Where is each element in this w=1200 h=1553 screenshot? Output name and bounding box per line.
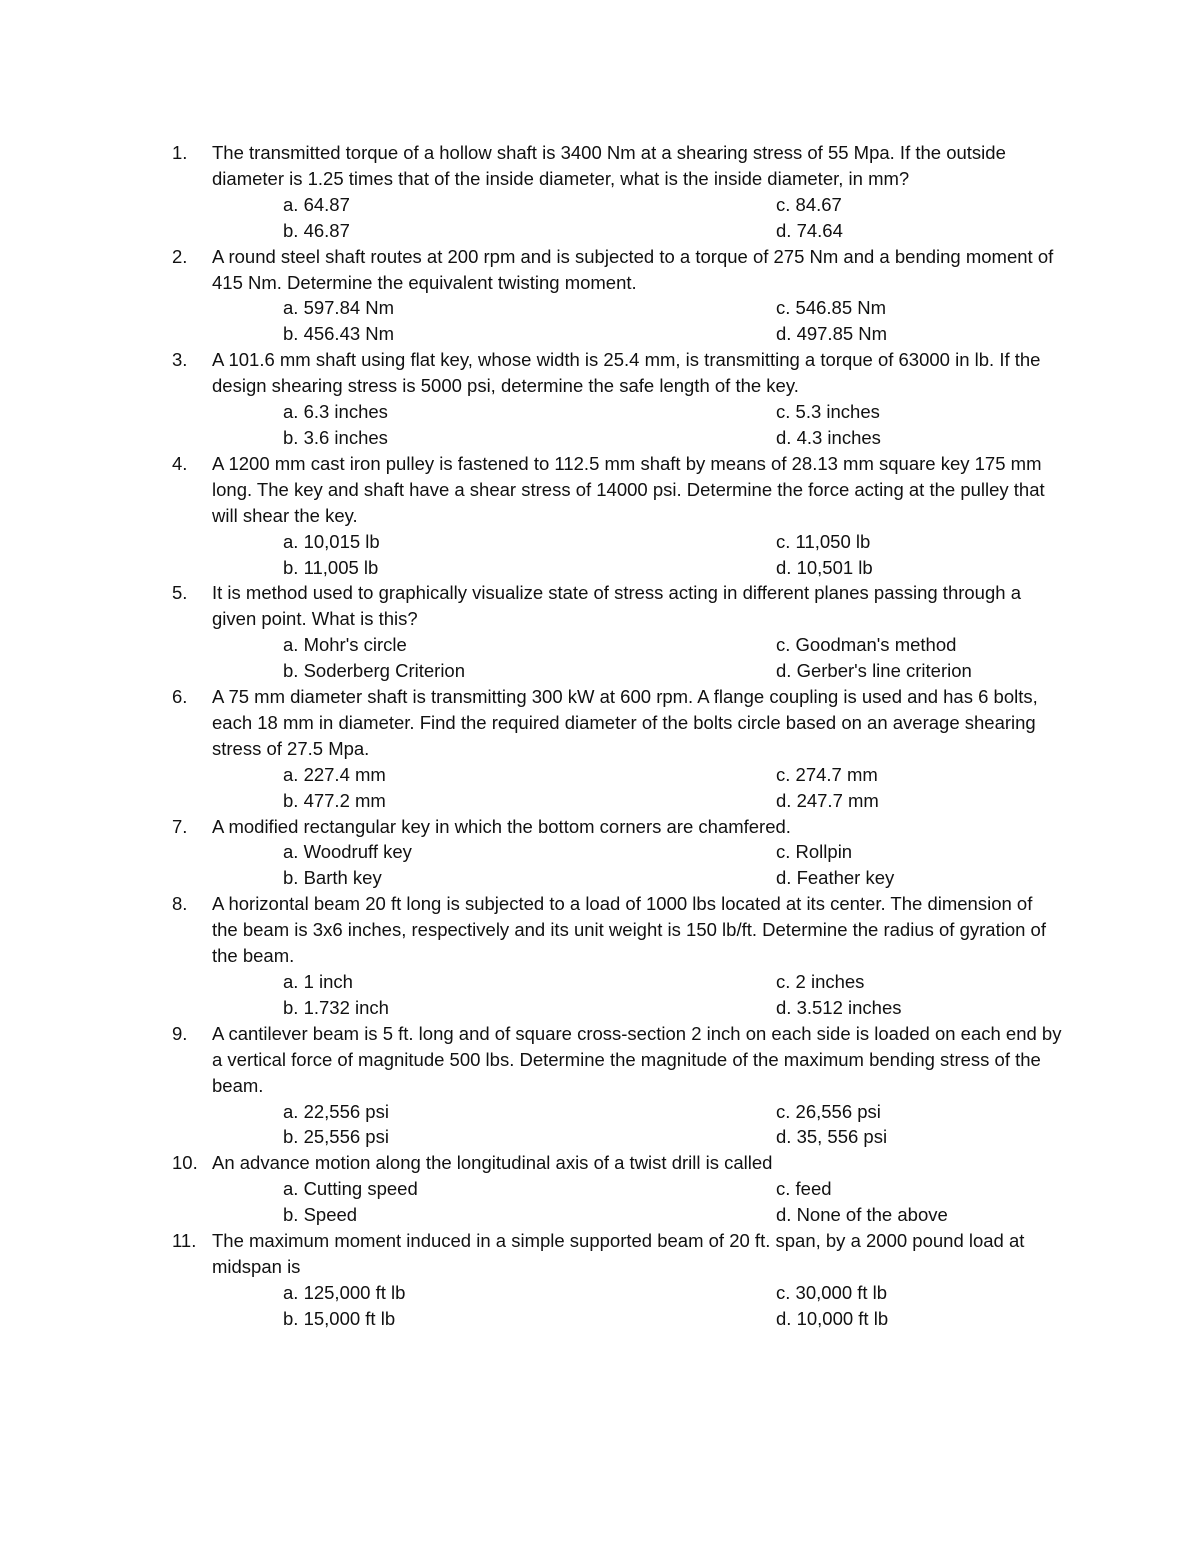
choice-d: d. 4.3 inches bbox=[776, 426, 881, 448]
choice-b: b. 456.43 Nm bbox=[283, 323, 395, 345]
question-item bbox=[172, 1021, 1072, 1151]
choice-a: a. Cutting speed bbox=[283, 1178, 418, 1200]
answer-choices bbox=[283, 399, 1072, 451]
question-number: 6. bbox=[172, 686, 188, 708]
choice-c: c. 11,050 lb bbox=[776, 530, 871, 552]
answer-choices bbox=[283, 295, 1072, 347]
question-number: 8. bbox=[172, 893, 188, 915]
question-number: 3. bbox=[172, 349, 188, 371]
answer-choices bbox=[283, 1176, 1072, 1228]
choice-d: d. 10,000 ft lb bbox=[776, 1307, 889, 1329]
question-item bbox=[172, 451, 1072, 581]
choice-c: c. Goodman's method bbox=[776, 634, 957, 656]
answer-choices bbox=[283, 529, 1072, 581]
question-item bbox=[172, 814, 1072, 892]
question-number: 10. bbox=[172, 1152, 198, 1174]
question-item bbox=[172, 684, 1072, 814]
choice-b: b. 1.732 inch bbox=[283, 996, 389, 1018]
answer-choices bbox=[283, 839, 1072, 891]
question-number: 11. bbox=[172, 1230, 197, 1252]
question-item bbox=[172, 244, 1072, 348]
choice-c: c. 84.67 bbox=[776, 193, 842, 215]
choice-d: d. 497.85 Nm bbox=[776, 323, 888, 345]
question-text: A horizontal beam 20 ft long is subjected to a load of 1000 lbs located at its center. The dimension of the beam is 3x6 inches, respectively and its unit weight is 150 lb/ft. Determine the radius of gyration of the beam. bbox=[212, 893, 1046, 967]
answer-choices bbox=[283, 1280, 1072, 1332]
choice-d: d. None of the above bbox=[776, 1204, 948, 1226]
question-text: A 101.6 mm shaft using flat key, whose width is 25.4 mm, is transmitting a torque of 63000 in lb. If the design shearing stress is 5000 psi, determine the safe length of the key. bbox=[212, 349, 1041, 397]
answer-choices bbox=[283, 969, 1072, 1021]
choice-a: a. 125,000 ft lb bbox=[283, 1281, 406, 1303]
choice-b: b. Speed bbox=[283, 1204, 358, 1226]
choice-b: b. Soderberg Criterion bbox=[283, 660, 466, 682]
choice-a: a. 22,556 psi bbox=[283, 1100, 389, 1122]
question-item bbox=[172, 347, 1072, 451]
choice-d: d. 247.7 mm bbox=[776, 789, 879, 811]
question-text: A cantilever beam is 5 ft. long and of square cross-section 2 inch on each side is loaded on each end by a vertical force of magnitude 500 lbs. Determine the magnitude of the maximum bending stress of the beam. bbox=[212, 1022, 1062, 1096]
question-number: 9. bbox=[172, 1022, 188, 1044]
question-number: 7. bbox=[172, 815, 188, 837]
choice-b: b. 15,000 ft lb bbox=[283, 1307, 396, 1329]
choice-a: a. 10,015 lb bbox=[283, 530, 380, 552]
choice-a: a. 64.87 bbox=[283, 193, 350, 215]
question-text: A 1200 mm cast iron pulley is fastened to 112.5 mm shaft by means of 28.13 mm square key 175 mm long. The key and shaft have a shear stress of 14000 psi. Determine the force acting at the pulley that will shear the key. bbox=[212, 452, 1045, 526]
choice-c: c. 546.85 Nm bbox=[776, 297, 887, 319]
question-number: 1. bbox=[172, 142, 188, 163]
answer-choices bbox=[283, 762, 1072, 814]
choice-c: c. 2 inches bbox=[776, 971, 865, 992]
choice-d: d. 35, 556 psi bbox=[776, 1126, 888, 1148]
question-item bbox=[172, 580, 1072, 684]
question-item bbox=[172, 1228, 1072, 1332]
choice-d: d. Gerber's line criterion bbox=[776, 660, 972, 682]
choice-a: a. Mohr's circle bbox=[283, 634, 407, 656]
answer-choices bbox=[283, 1099, 1072, 1151]
choice-b: b. 46.87 bbox=[283, 219, 350, 241]
answer-choices bbox=[283, 192, 1072, 244]
question-number: 4. bbox=[172, 452, 188, 474]
question-text: It is method used to graphically visualize state of stress acting in different planes passing through a given point. What is this? bbox=[212, 582, 1021, 630]
question-number: 5. bbox=[172, 582, 188, 604]
choice-c: c. 274.7 mm bbox=[776, 763, 878, 785]
choice-c: c. 26,556 psi bbox=[776, 1100, 881, 1122]
question-text: A 75 mm diameter shaft is transmitting 300 kW at 600 rpm. A flange coupling is used and has 6 bolts, each 18 mm in diameter. Find the required diameter of the bolts circle based on an average shearing stress of 27.5 Mpa. bbox=[212, 686, 1038, 759]
question-text: A modified rectangular key in which the bottom corners are chamfered. bbox=[212, 815, 791, 837]
choice-a: a. 597.84 Nm bbox=[283, 297, 395, 319]
choice-d: d. 10,501 lb bbox=[776, 556, 873, 578]
question-text: The maximum moment induced in a simple supported beam of 20 ft. span, by a 2000 pound load at midspan is bbox=[212, 1230, 1025, 1277]
choice-d: d. 3.512 inches bbox=[776, 996, 902, 1018]
question-number: 2. bbox=[172, 245, 188, 267]
choice-b: b. 25,556 psi bbox=[283, 1126, 389, 1148]
choice-a: a. 6.3 inches bbox=[283, 401, 388, 423]
choice-b: b. Barth key bbox=[283, 867, 382, 889]
question-item bbox=[172, 1150, 1072, 1228]
choice-a: a. 1 inch bbox=[283, 971, 353, 992]
choice-d: d. Feather key bbox=[776, 867, 895, 889]
answer-choices bbox=[283, 632, 1072, 684]
choice-a: a. Woodruff key bbox=[283, 841, 412, 863]
choice-c: c. feed bbox=[776, 1178, 832, 1200]
choice-a: a. 227.4 mm bbox=[283, 763, 386, 785]
question-text: A round steel shaft routes at 200 rpm and is subjected to a torque of 275 Nm and a bending moment of 415 Nm. Determine the equivalent twisting moment. bbox=[212, 245, 1054, 293]
choice-b: b. 11,005 lb bbox=[283, 556, 379, 578]
question-list bbox=[172, 140, 1072, 1332]
choice-b: b. 477.2 mm bbox=[283, 789, 386, 811]
choice-b: b. 3.6 inches bbox=[283, 426, 388, 448]
choice-c: c. 5.3 inches bbox=[776, 401, 880, 423]
question-item bbox=[172, 891, 1072, 1021]
choice-c: c. 30,000 ft lb bbox=[776, 1281, 888, 1303]
choice-c: c. Rollpin bbox=[776, 841, 853, 863]
question-item bbox=[172, 140, 1072, 244]
choice-d: d. 74.64 bbox=[776, 219, 843, 241]
question-text: An advance motion along the longitudinal axis of a twist drill is called bbox=[212, 1152, 773, 1174]
question-text: The transmitted torque of a hollow shaft is 3400 Nm at a shearing stress of 55 Mpa. If the outside diameter is 1.25 times that of the inside diameter, what is the inside diameter, in mm? bbox=[212, 142, 1006, 189]
